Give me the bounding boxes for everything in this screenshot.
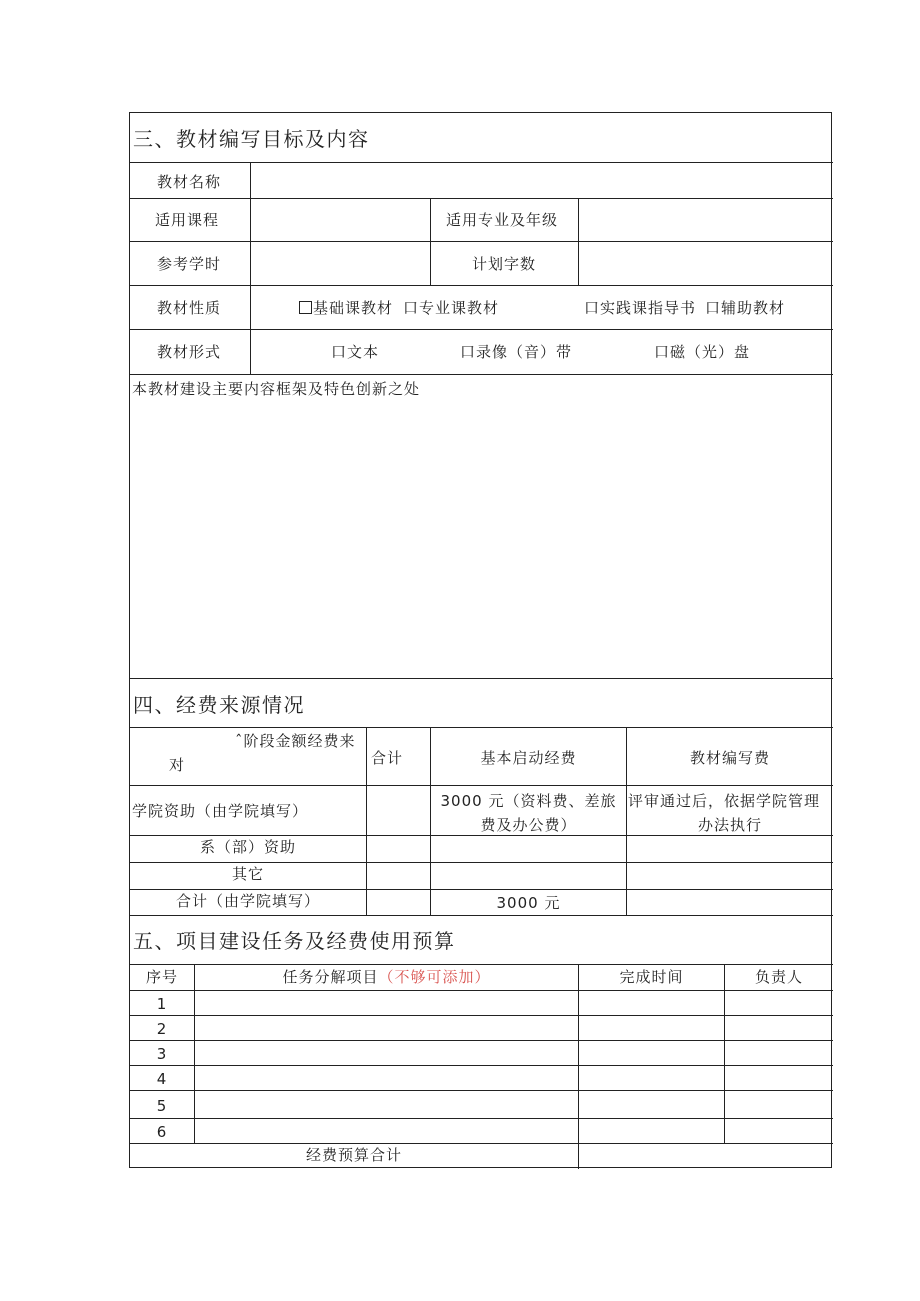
college-writing-fee-line1: 评审通过后，依据学院管理 — [628, 792, 821, 810]
col-header-writing-fee: 教材编写费 — [689, 749, 770, 767]
row-label-sum: 合计（由学院填写） — [175, 892, 320, 910]
task-row-number: 1 — [156, 995, 168, 1013]
budget-total-field[interactable] — [579, 1144, 832, 1167]
textbook-name-label: 教材名称 — [157, 173, 222, 191]
textbook-nature-label: 教材性质 — [157, 299, 222, 317]
task-row-number: 3 — [156, 1045, 168, 1063]
row-label-other: 其它 — [231, 865, 264, 883]
form-option-video[interactable]: 口录像（音）带 — [460, 343, 573, 361]
section3-heading: 三、教材编写目标及内容 — [133, 127, 370, 151]
reference-hours-field[interactable] — [251, 242, 430, 284]
applicable-course-field[interactable] — [251, 199, 430, 241]
college-start-funds-line2: 费及办公费） — [480, 816, 577, 834]
budget-total-label: 经费预算合计 — [305, 1146, 402, 1164]
textbook-form-label: 教材形式 — [157, 343, 222, 361]
content-framework-field[interactable] — [131, 403, 832, 677]
textbook-name-field[interactable] — [251, 163, 832, 197]
content-framework-label: 本教材建设主要内容框架及特色创新之处 — [132, 380, 421, 398]
row-label-department: 系（部）资助 — [199, 838, 296, 856]
task-row-number: 5 — [156, 1097, 168, 1115]
row-label-college: 学院资助（由学院填写） — [132, 802, 309, 820]
section5-heading: 五、项目建设任务及经费使用预算 — [133, 929, 456, 953]
planned-words-label: 计划字数 — [472, 255, 537, 273]
corner-header-bottom: 对 — [169, 756, 186, 774]
applicable-course-label: 适用课程 — [155, 211, 220, 229]
add-more-note: （不够可添加） — [378, 968, 491, 986]
col-header-time: 完成时间 — [619, 968, 684, 986]
col-header-total: 合计 — [371, 749, 404, 767]
task-row-number: 2 — [156, 1020, 168, 1038]
col-header-task: 任务分解项目（不够可添加） — [282, 968, 491, 986]
nature-option-major[interactable]: 口专业课教材 — [403, 299, 500, 317]
reference-hours-label: 参考学时 — [157, 255, 222, 273]
sum-start-funds-value: 3000 元 — [496, 894, 561, 912]
college-writing-fee-line2: 办法执行 — [697, 816, 762, 834]
section4-heading: 四、经费来源情况 — [133, 693, 305, 717]
college-start-funds-line1: 3000 元（资料费、差旅 — [440, 792, 617, 810]
nature-option-auxiliary[interactable]: 口辅助教材 — [705, 299, 786, 317]
nature-option-practice[interactable]: 口实践课指导书 — [584, 299, 697, 317]
corner-header-top: ˆ阶段金额经费来 — [235, 732, 356, 750]
checkbox-icon — [299, 301, 312, 314]
planned-words-field[interactable] — [579, 242, 832, 284]
nature-option-basic[interactable]: 基础课教材 — [299, 299, 393, 317]
major-grade-field[interactable] — [579, 199, 832, 241]
task-row-number: 6 — [156, 1123, 168, 1141]
col-header-start-funds: 基本启动经费 — [480, 749, 577, 767]
major-grade-label: 适用专业及年级 — [446, 211, 559, 229]
form-option-disk[interactable]: 口磁（光）盘 — [654, 343, 751, 361]
col-header-owner: 负责人 — [754, 968, 803, 986]
task-row-number: 4 — [156, 1070, 168, 1088]
col-header-no: 序号 — [145, 968, 178, 986]
form-option-text[interactable]: 口文本 — [331, 343, 380, 361]
form-table — [129, 112, 832, 1168]
